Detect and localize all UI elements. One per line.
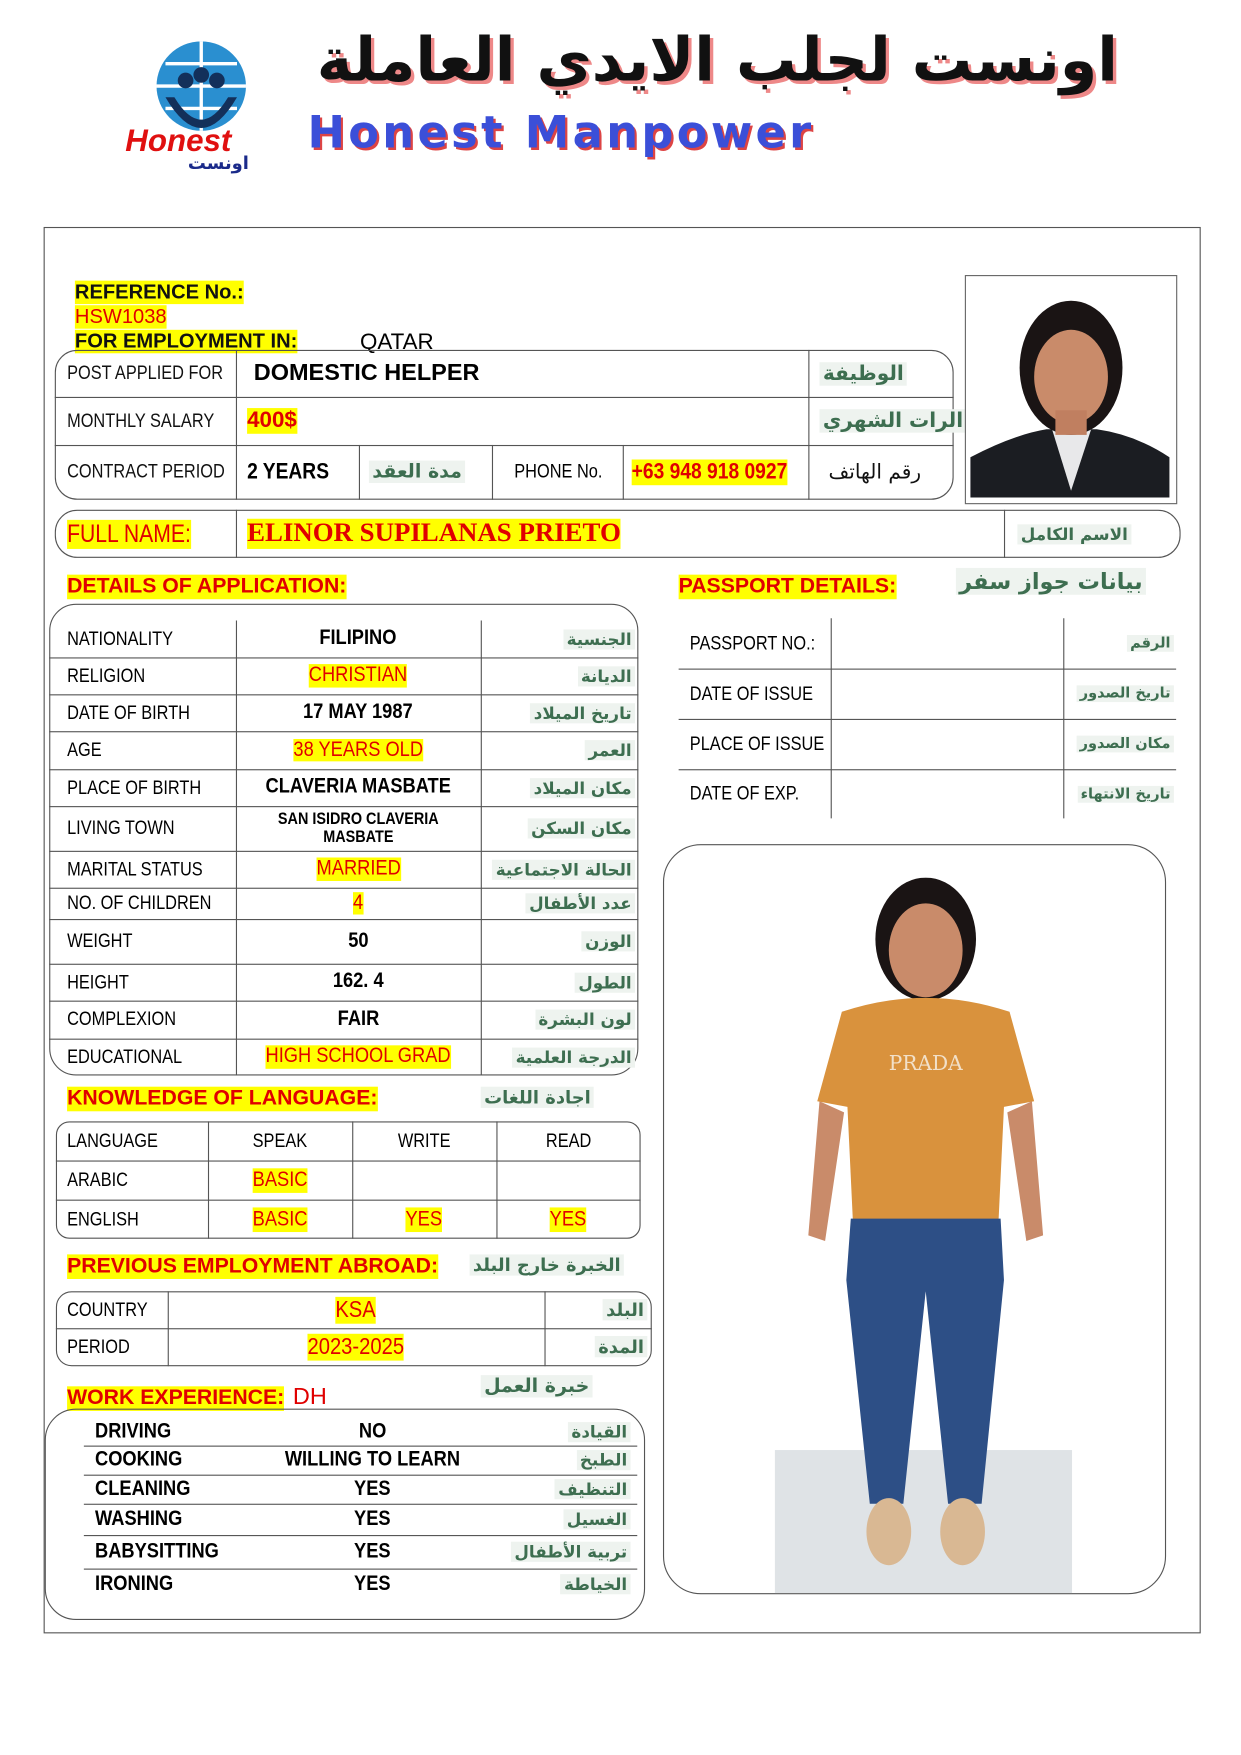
details-label: PLACE OF BIRTH: [67, 776, 202, 798]
phone-label: PHONE No.: [514, 460, 603, 482]
table-cell: [67, 1121, 219, 1160]
logo-arabic: اونست: [187, 152, 249, 174]
details-label: DATE OF BIRTH: [67, 701, 190, 723]
previous-value: KSA: [335, 1296, 377, 1323]
language-name: ARABIC: [67, 1168, 128, 1191]
table-cell: [95, 1569, 244, 1599]
table-cell: [352, 1121, 496, 1160]
table-cell: [483, 769, 635, 806]
passport-label: DATE OF EXP.: [689, 782, 800, 804]
details-arabic: الدرجة العلمية: [512, 1047, 635, 1067]
language-speak: BASIC: [252, 1206, 308, 1231]
table-cell: [483, 694, 635, 731]
details-arabic: تاريخ الميلاد: [530, 703, 635, 723]
post-label: POST APPLIED FOR: [67, 362, 224, 384]
company-logo: [121, 36, 272, 176]
previous-value: 2023-2025: [307, 1333, 405, 1359]
passport-title-arabic: بيانات جواز سفر: [956, 568, 1146, 595]
table-cell: [352, 1200, 496, 1239]
table-cell: [67, 731, 235, 769]
previous-title: PREVIOUS EMPLOYMENT ABROAD:: [67, 1254, 439, 1278]
table-cell: [244, 1446, 501, 1475]
details-label: AGE: [67, 738, 102, 761]
work-skill-arabic: الغسيل: [563, 1509, 630, 1529]
work-skill-arabic: تربية الأطفال: [511, 1542, 631, 1562]
reference-label: REFERENCE No.:: [74, 280, 244, 303]
previous-title-arabic: الخبرة خارج البلد: [470, 1254, 624, 1275]
table-cell: [67, 1001, 235, 1039]
work-skill-value: YES: [354, 1571, 391, 1595]
table-cell: [236, 964, 481, 1001]
table-cell: [483, 1039, 635, 1076]
language-name: ENGLISH: [67, 1207, 139, 1230]
table-cell: [483, 731, 635, 769]
details-arabic: عدد الأطفال: [526, 893, 635, 913]
details-label: HEIGHT: [67, 970, 129, 993]
passport-label: PLACE OF ISSUE: [689, 732, 825, 755]
language-header: SPEAK: [252, 1129, 308, 1151]
work-title: WORK EXPERIENCE:: [67, 1386, 285, 1410]
table-cell: [67, 694, 235, 731]
table-cell: [236, 888, 481, 919]
language-header: READ: [545, 1129, 592, 1151]
work-skill-arabic: التنظيف: [555, 1479, 631, 1499]
details-value: SAN ISIDRO CLAVERIA MASBATE: [277, 808, 439, 847]
full-body-photo: [775, 878, 1072, 1594]
employment-country-label: FOR EMPLOYMENT IN:: [74, 329, 298, 353]
full-name-label: FULL NAME:: [67, 519, 191, 548]
passport-arabic: الرقم: [1127, 635, 1174, 652]
table-cell: [496, 1160, 640, 1199]
table-cell: [690, 669, 830, 719]
details-label: NATIONALITY: [67, 627, 174, 649]
salary-arabic: الرات الشهري: [819, 409, 966, 432]
post-value: DOMESTIC HELPER: [253, 359, 480, 386]
table-cell: [503, 1504, 630, 1535]
table-cell: [547, 1291, 648, 1328]
contract-value: 2 YEARS: [247, 458, 330, 484]
table-cell: [95, 1504, 244, 1535]
table-cell: [244, 1475, 501, 1504]
salary-value: 400$: [247, 408, 297, 433]
table-cell: [67, 1200, 208, 1239]
passport-label: DATE OF ISSUE: [689, 682, 814, 704]
language-speak: BASIC: [252, 1167, 308, 1192]
table-cell: [483, 888, 635, 919]
details-value: 17 MAY 1987: [303, 699, 414, 724]
table-cell: [67, 657, 235, 694]
table-cell: [236, 769, 481, 806]
table-cell: [1065, 769, 1173, 818]
passport-arabic: تاريخ الصدور: [1076, 685, 1174, 702]
table-cell: [244, 1418, 501, 1446]
language-write: YES: [405, 1206, 443, 1231]
table-cell: [95, 1475, 244, 1504]
table-cell: [95, 1418, 244, 1446]
table-cell: [503, 1535, 630, 1569]
table-cell: [236, 1001, 481, 1039]
table-cell: [67, 851, 235, 888]
table-cell: [833, 769, 1061, 818]
table-cell: [352, 1160, 496, 1199]
table-cell: [1065, 719, 1173, 769]
portrait-photo-frame: [965, 275, 1177, 504]
work-title-value: DH: [292, 1384, 327, 1410]
table-cell: [483, 657, 635, 694]
details-value: 38 YEARS OLD: [293, 737, 424, 761]
table-cell: [547, 1328, 648, 1365]
table-cell: [1065, 669, 1173, 719]
table-cell: [236, 851, 481, 888]
passport-title: PASSPORT DETAILS:: [678, 574, 897, 599]
table-cell: [67, 1039, 235, 1076]
work-skill-value: YES: [354, 1507, 391, 1531]
table-cell: [483, 1001, 635, 1039]
reference-number: HSW1038: [74, 305, 167, 328]
work-skill: WASHING: [95, 1507, 183, 1531]
table-cell: [67, 1291, 168, 1328]
details-arabic: مكان السكن: [528, 818, 635, 838]
details-label: EDUCATIONAL: [67, 1045, 183, 1068]
table-cell: [483, 806, 635, 851]
passport-arabic: مكان الصدور: [1076, 736, 1174, 753]
table-cell: [67, 806, 235, 851]
details-arabic: الجنسية: [563, 629, 635, 649]
table-cell: [67, 769, 235, 806]
salary-label: MONTHLY SALARY: [67, 409, 215, 431]
table-cell: [496, 1121, 640, 1160]
details-label: WEIGHT: [67, 930, 133, 952]
table-cell: [833, 669, 1061, 719]
table-cell: [208, 1121, 352, 1160]
details-value: CLAVERIA MASBATE: [265, 774, 452, 799]
details-label: RELIGION: [67, 664, 146, 686]
table-cell: [236, 620, 481, 657]
table-cell: [67, 1160, 208, 1199]
details-label: NO. OF CHILDREN: [67, 892, 212, 914]
contract-arabic: مدة العقد: [369, 461, 465, 483]
table-cell: [67, 888, 235, 919]
details-value: FILIPINO: [319, 626, 397, 650]
details-arabic: الحالة الاجتماعية: [492, 859, 635, 879]
work-skill-value: NO: [358, 1419, 386, 1443]
details-value: HIGH SCHOOL GRAD: [265, 1044, 451, 1068]
english-company-title: Honest Manpower: [307, 107, 815, 159]
details-arabic: الطول: [575, 972, 635, 992]
table-cell: [236, 731, 481, 769]
table-cell: [208, 1160, 352, 1199]
table-cell: [496, 1200, 640, 1239]
full-name-arabic: الاسم الكامل: [1017, 524, 1131, 544]
details-value: CHRISTIAN: [309, 663, 408, 687]
phone-arabic: رقم الهاتف: [828, 460, 922, 484]
details-value: 162. 4: [332, 969, 384, 993]
details-value: FAIR: [337, 1006, 380, 1031]
details-arabic: الوزن: [582, 931, 635, 951]
work-skill: IRONING: [95, 1571, 174, 1595]
post-arabic: الوظيفة: [819, 362, 907, 385]
table-cell: [95, 1535, 244, 1569]
phone-value: +63 948 918 0927: [631, 458, 788, 484]
table-cell: [236, 694, 481, 731]
previous-label: COUNTRY: [67, 1298, 148, 1320]
details-arabic: الديانة: [578, 666, 636, 686]
work-skill-arabic: الخياطة: [561, 1574, 631, 1594]
full-name-value: ELINOR SUPILANAS PRIETO: [247, 518, 621, 548]
languages-title-arabic: اجادة اللغات: [481, 1087, 594, 1108]
table-cell: [833, 618, 1061, 668]
table-cell: [67, 919, 235, 964]
language-header: LANGUAGE: [67, 1129, 158, 1151]
details-label: COMPLEXION: [67, 1008, 177, 1030]
table-cell: [95, 1446, 244, 1475]
passport-arabic: تاريخ الانتهاء: [1077, 785, 1174, 802]
table-cell: [503, 1475, 630, 1504]
table-cell: [483, 620, 635, 657]
language-read: YES: [550, 1206, 587, 1231]
table-cell: [168, 1291, 545, 1328]
table-cell: [483, 964, 635, 1001]
details-label: MARITAL STATUS: [67, 858, 203, 880]
work-title-arabic: خبرة العمل: [481, 1375, 593, 1397]
table-cell: [503, 1569, 630, 1599]
work-skill: COOKING: [95, 1447, 183, 1472]
table-cell: [483, 851, 635, 888]
employment-country: QATAR: [359, 329, 434, 355]
table-cell: [483, 919, 635, 964]
logo-text: Honest: [125, 122, 232, 158]
details-title: DETAILS OF APPLICATION:: [67, 574, 347, 599]
table-cell: [833, 719, 1061, 769]
work-skill-value: YES: [354, 1476, 391, 1501]
table-cell: [236, 1039, 481, 1076]
table-cell: [690, 618, 830, 668]
table-cell: [236, 806, 481, 851]
table-cell: [244, 1535, 501, 1569]
passport-label: PASSPORT NO.:: [689, 632, 816, 654]
contract-label: CONTRACT PERIOD: [67, 460, 225, 482]
language-header: WRITE: [397, 1129, 451, 1151]
table-cell: [244, 1504, 501, 1535]
previous-arabic: البلد: [603, 1299, 647, 1320]
table-cell: [236, 919, 481, 964]
work-skill: BABYSITTING: [95, 1539, 219, 1563]
details-arabic: لون البشرة: [535, 1010, 635, 1030]
details-arabic: مكان الميلاد: [530, 778, 635, 798]
work-skill-arabic: الطبخ: [577, 1450, 631, 1470]
table-cell: [236, 657, 481, 694]
table-cell: [67, 964, 235, 1001]
table-cell: [67, 1328, 168, 1365]
previous-label: PERIOD: [67, 1335, 130, 1357]
details-value: 50: [348, 928, 369, 953]
table-cell: [503, 1446, 630, 1475]
details-arabic: العمر: [585, 740, 635, 760]
table-cell: [244, 1569, 501, 1599]
details-label: LIVING TOWN: [67, 817, 175, 839]
arabic-company-title: اونست لجلب الايدي العاملة: [316, 24, 1118, 96]
details-value: 4: [353, 890, 364, 915]
languages-title: KNOWLEDGE OF LANGUAGE:: [67, 1086, 378, 1111]
shirt-print: PRADA: [888, 1050, 963, 1075]
work-skill-arabic: القيادة: [568, 1422, 630, 1442]
portrait-photo: [968, 278, 1176, 502]
table-cell: [503, 1418, 630, 1446]
work-skill-value: WILLING TO LEARN: [284, 1447, 460, 1472]
table-cell: [208, 1200, 352, 1239]
work-skill-value: YES: [354, 1539, 391, 1563]
details-value: MARRIED: [316, 856, 401, 880]
table-cell: [1065, 618, 1173, 668]
table-cell: [690, 719, 830, 769]
table-cell: [168, 1328, 545, 1365]
previous-arabic: المدة: [595, 1336, 647, 1357]
table-cell: [690, 769, 830, 818]
work-skill: DRIVING: [95, 1419, 172, 1443]
work-skill: CLEANING: [95, 1476, 191, 1501]
table-cell: [67, 620, 235, 657]
